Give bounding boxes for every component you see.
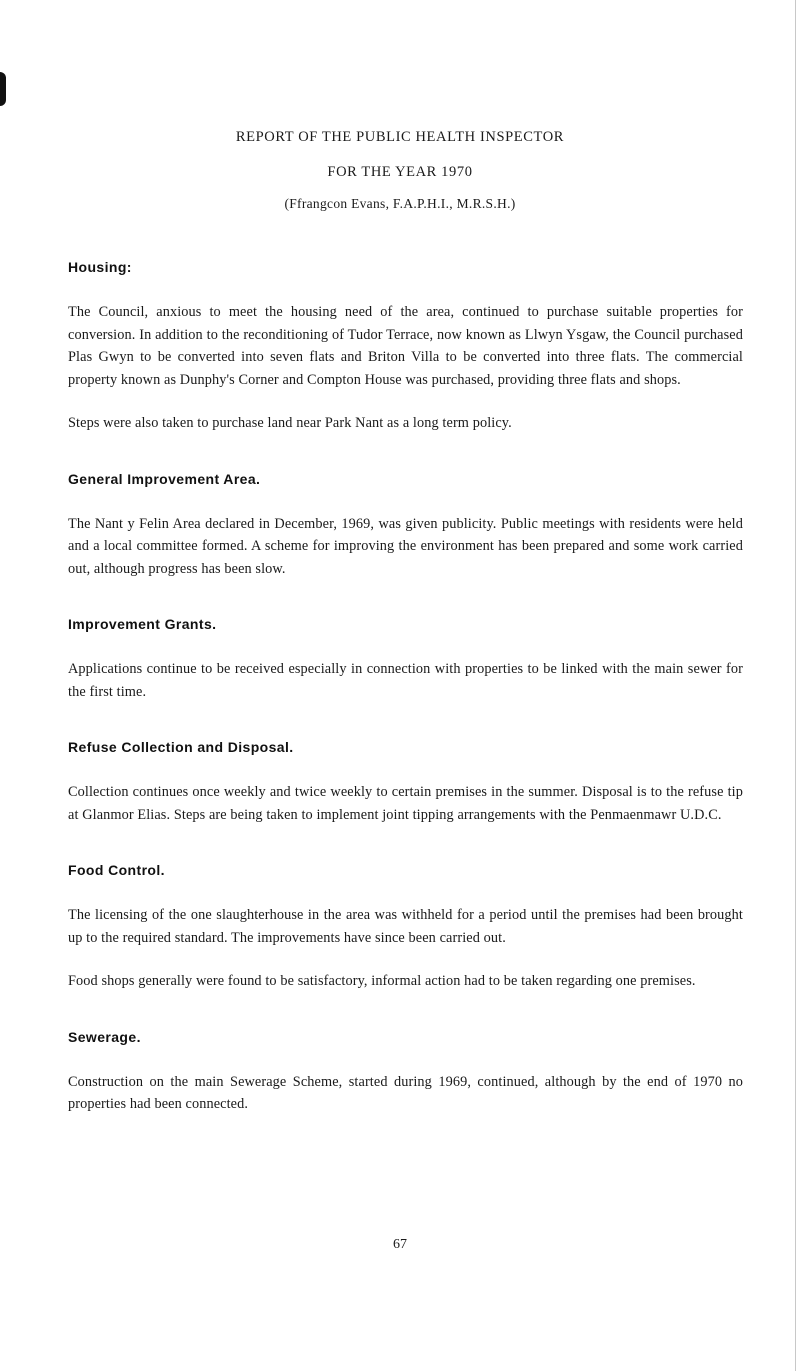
report-title: REPORT OF THE PUBLIC HEALTH INSPECTOR <box>235 129 565 145</box>
heading-general-improvement-area: General Improvement Area. <box>68 470 261 487</box>
section-general-improvement-area <box>68 470 743 581</box>
heading-housing: Housing: <box>68 259 132 275</box>
section-refuse-collection <box>68 738 743 826</box>
heading-food-control: Food Control. <box>68 862 165 878</box>
paragraph: Construction on the main Sewerage Scheme, started during 1969, continued, although by the end of 1970 no properties had been connected. <box>68 1073 743 1112</box>
page-number: 67 <box>393 1237 407 1252</box>
report-body <box>68 258 743 1116</box>
section-food-control <box>68 861 743 993</box>
heading-improvement-grants: Improvement Grants. <box>68 616 217 632</box>
section-improvement-grants <box>68 615 743 703</box>
paragraph: Collection continues once weekly and twice weekly to certain premises in the summer. Disposal is to the refuse tip at Glanmor Elias. Steps are being taken to implement joint tipping arrangements with the Penmaenmawr U.D.C. <box>68 784 743 823</box>
paragraph: Steps were also taken to purchase land near Park Nant as a long term policy. <box>68 415 512 431</box>
section-housing <box>68 258 743 435</box>
binding-mark <box>0 72 6 106</box>
report-year: FOR THE YEAR 1970 <box>327 164 473 180</box>
paragraph: The Nant y Felin Area declared in December, 1969, was given publicity. Public meetings with residents were held and a local committee formed. A scheme for improving the environment has been prepared and some work carried out, although progress has been slow. <box>68 515 743 577</box>
paragraph: The Council, anxious to meet the housing need of the area, continued to purchase suitable properties for conversion. In addition to the reconditioning of Tudor Terrace, now known as Llwyn Ysgaw, the Council purchased Plas Gwyn to be converted into seven flats and Briton Villa to be converted into three flats. The commercial property known as Dunphy's Corner and Compton House was purchased, providing three flats and shops. <box>68 304 743 388</box>
heading-refuse-collection: Refuse Collection and Disposal. <box>68 739 294 755</box>
paragraph: Applications continue to be received especially in connection with properties to be linked with the main sewer for the first time. <box>68 661 743 700</box>
paragraph: The licensing of the one slaughterhouse in the area was withheld for a period until the premises had been brought up to the required standard. The improvements have since been carried out. <box>68 907 743 946</box>
section-sewerage <box>68 1028 743 1116</box>
report-author: (Ffrangcon Evans, F.A.P.H.I., M.R.S.H.) <box>284 196 516 211</box>
paragraph: Food shops generally were found to be satisfactory, informal action had to be taken regarding one premises. <box>68 973 696 989</box>
heading-sewerage: Sewerage. <box>68 1028 141 1045</box>
